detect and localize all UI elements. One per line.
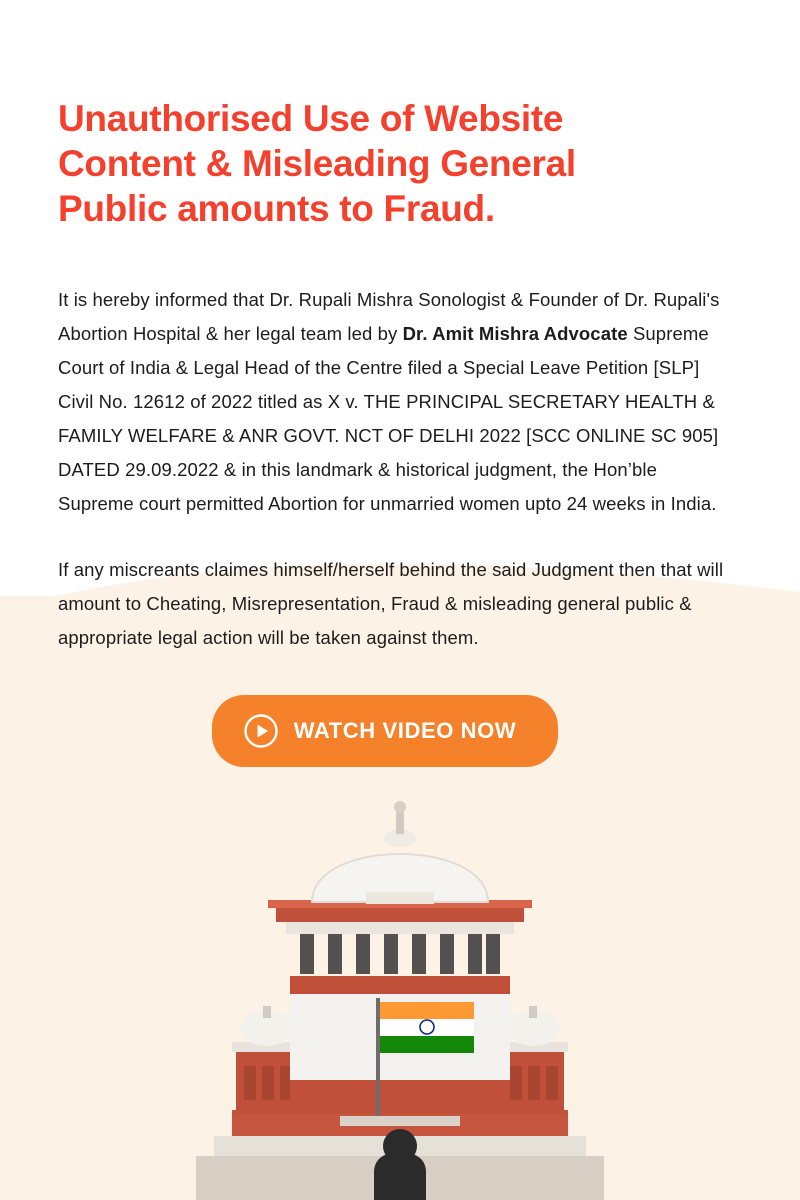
cta-container [58,695,742,767]
supreme-court-of-india-illustration [0,780,800,1200]
paragraph-1-text-before-bold: It is hereby informed that Dr. Rupali Mishra Sonologist & Founder of Dr. Rupali's Abortion Hospital & her legal team led by [58,289,720,344]
content-container [0,96,800,767]
watch-video-now-label: WATCH VIDEO NOW [293,718,517,743]
play-circle-icon [244,714,278,748]
body-paragraph-1 [58,283,728,521]
body-paragraph-2: If any miscreants claimes himself/herself behind the said Judgment then that will amount to Cheating, Misrepresentation, Fraud & misleading general public & appropriate legal action will be taken against them. [58,559,724,648]
page-title: Unauthorised Use of Website Content & Misleading General Public amounts to Fraud. [58,98,576,229]
advocate-name-bold: Dr. Amit Mishra Advocate [402,323,628,344]
watch-video-now-button[interactable] [212,695,558,767]
paragraph-1-text-after-bold: Supreme Court of India & Legal Head of the Centre filed a Special Leave Petition [SLP] Civil No. 12612 of 2022 titled as X v. THE PRINCIPAL SECRETARY HEALTH & FAMILY WELFARE & ANR GOVT. NCT OF DELHI 2022 [SCC ONLINE SC 905] DATED 29.09.2022 & in this landmark & historical judgment, the Hon’ble Supreme court permitted Abortion for unmarried women upto 24 weeks in India. [58,323,719,514]
